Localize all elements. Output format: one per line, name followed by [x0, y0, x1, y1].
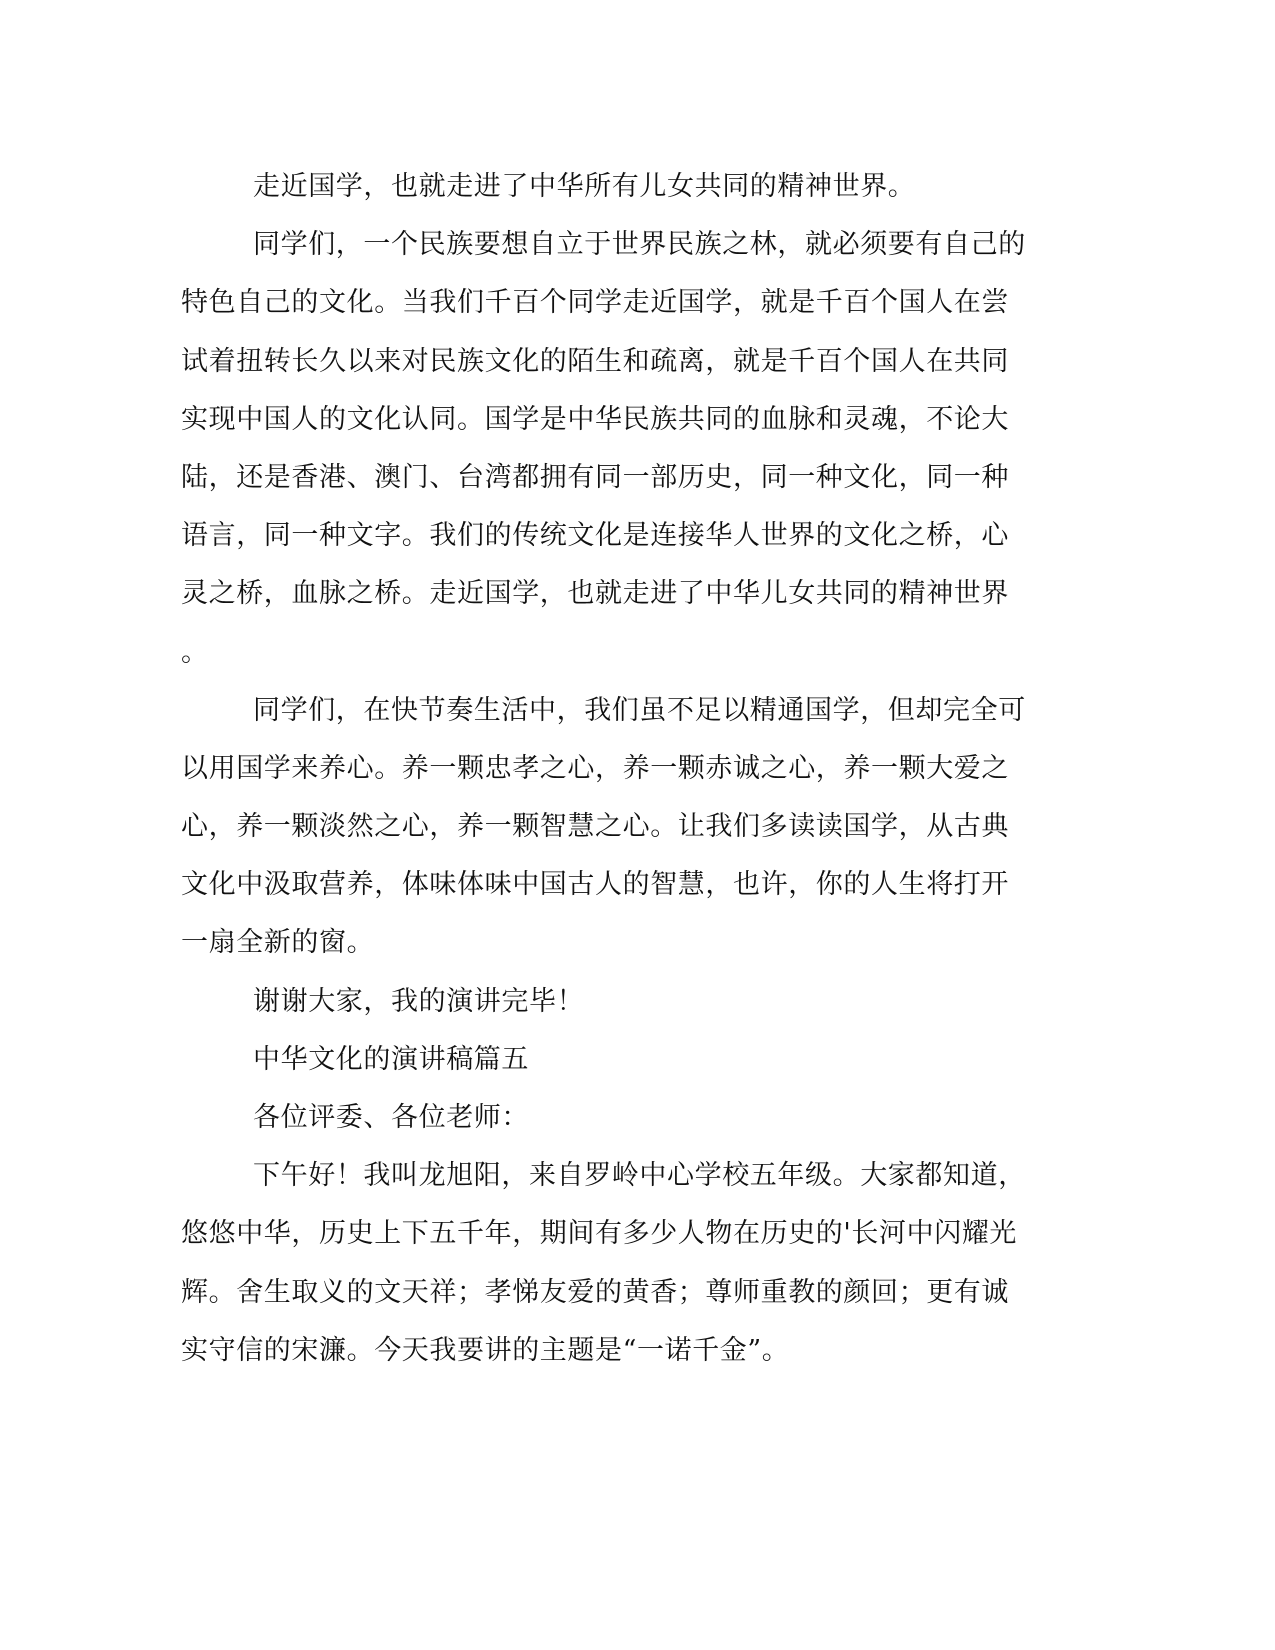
- paragraph-line: 试着扭转长久以来对民族文化的陌生和疏离，就是千百个国人在共同: [181, 345, 1009, 377]
- section-heading: 中华文化的演讲稿篇五: [253, 1043, 529, 1075]
- paragraph-line: 灵之桥，血脉之桥。走近国学，也就走进了中华儿女共同的精神世界: [181, 578, 1009, 610]
- paragraph-line: 语言，同一种文字。我们的传统文化是连接华人世界的文化之桥，心: [181, 520, 1009, 552]
- paragraph-line: 下午好！我叫龙旭阳，来自罗岭中心学校五年级。大家都知道，: [253, 1160, 1026, 1192]
- salutation-line: 各位评委、各位老师：: [253, 1102, 529, 1133]
- paragraph-line: 。: [181, 636, 209, 668]
- paragraph-line: 同学们，一个民族要想自立于世界民族之林，就必须要有自己的: [253, 229, 1026, 261]
- paragraph-line: 谢谢大家，我的演讲完毕！: [253, 985, 585, 1017]
- paragraph-line: 文化中汲取营养，体味体味中国古人的智慧，也许，你的人生将打开: [181, 869, 1009, 901]
- paragraph-line: 实守信的宋濂。今天我要讲的主题是“一诺千金”。: [181, 1334, 790, 1366]
- document-body: [181, 158, 1031, 1380]
- paragraph-line: 以用国学来养心。养一颗忠孝之心，养一颗赤诚之心，养一颗大爱之: [181, 752, 1009, 784]
- paragraph-line: 实现中国人的文化认同。国学是中华民族共同的血脉和灵魂，不论大: [181, 403, 1009, 435]
- paragraph-line: 特色自己的文化。当我们千百个同学走近国学，就是千百个国人在尝: [181, 287, 1009, 319]
- paragraph-line: 悠悠中华，历史上下五千年，期间有多少人物在历史的'长河中闪耀光: [181, 1218, 1018, 1250]
- paragraph-line: 走近国学，也就走进了中华所有儿女共同的精神世界。: [253, 171, 916, 202]
- paragraph-line: 陆，还是香港、澳门、台湾都拥有同一部历史，同一种文化，同一种: [181, 461, 1009, 493]
- paragraph-line: 辉。舍生取义的文天祥；孝悌友爱的黄香；尊师重教的颜回；更有诚: [181, 1276, 1009, 1308]
- paragraph-line: 心，养一颗淡然之心，养一颗智慧之心。让我们多读读国学，从古典: [181, 811, 1009, 843]
- paragraph-line: 一扇全新的窗。: [181, 927, 375, 959]
- paragraph-line: 同学们，在快节奏生活中，我们虽不足以精通国学，但却完全可: [253, 694, 1026, 726]
